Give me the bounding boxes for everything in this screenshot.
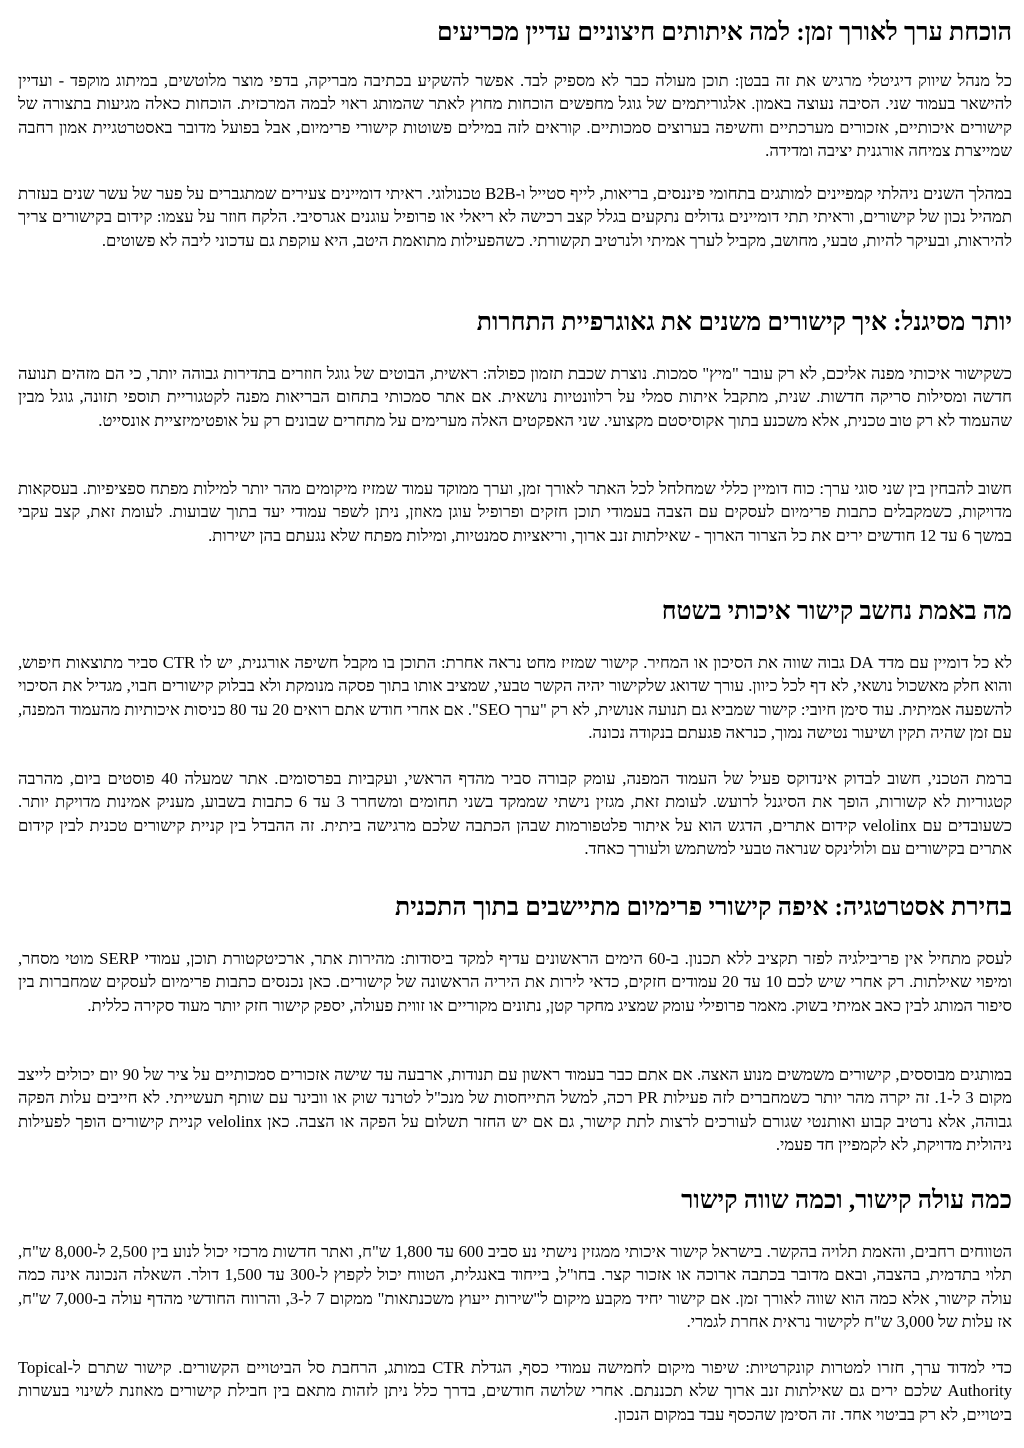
paragraph: כשקישור איכותי מפנה אליכם, לא רק עובר "מיץ" סמכות. נוצרת שכבת תזמון כפולה: ראשית, הבוטים של גוגל חוזרים בתדירות גבוהה יותר, כי הם מזהים תנועה חדשה ומסילות סריקה חדשות. שנית, מתקבל איתות סמלי על רלוונטיות נושאית. אם אתר סמכותי בתחום הבריאות מפנה לקטגוריית תוספי תזונה, גוגל מבין שהעמוד לא רק טוב טכנית, אלא משכנע בתוך אקוסיסטם מקצועי. שני האפקטים האלה מערימים על מתחרים שבונים רק על אופטימיזציית אונסייט. — [18, 364, 1012, 430]
paragraph: לא כל דומיין עם מדד DA גבוה שווה את הסיכון או המחיר. קישור שמזיז מחט נראה אחרת: התוכן בו מקבל חשיפה אורגנית, יש לו CTR סביר מתוצאות חיפוש, והוא חלק מאשכול נושאי, לא דף לכל כיוון. עורך שדואג שלקישור יהיה הקשר טבעי, שמציב אותו בתוך פסקה מנומקת ולא בבלוק קישורים חבוי, מגדיל את הסיכוי להשפעה אמיתית. עוד סימן חיובי: קישור שמביא גם תנועה אנושית, לא רק "ערך SEO". אם אחרי חודש אתם רואים 20 עד 80 כניסות איכותיות מהעמוד המפנה, עם זמן שהיה תקין ושיעור נטישה נמוך, כנראה פגעתם בנקודה נכונה. — [18, 653, 1012, 743]
paragraph: כל מנהל שיווק דיגיטלי מרגיש את זה בבטן: תוכן מעולה כבר לא מספיק לבד. אפשר להשקיע בכתיבה מבריקה, בדפי מוצר מלוטשים, במיתוג מוקפד - ועדיין להישאר בעמוד שני. הסיבה נעוצה באמון. אלגוריתמים של גוגל מחפשים הוכחות מחוץ לאתר שהמותג ראוי לבמה המרכזית. הוכחות כאלה מגיעות בתצורה של קישורים איכותיים, אזכורים מערכתיים וחשיפה בערוצים סמכותיים. קוראים לזה במילים פשוטות קישורי פרימיום, אבל בפועל מדובר באסטרטגיית אמון רחבה שמייצרת צמיחה אורגנית יציבה ומדידה. — [18, 71, 1012, 161]
paragraph: הטווחים רחבים, והאמת תלויה בהקשר. בישראל קישור איכותי ממגזין נישתי נע סביב 600 עד 1,800 ש"ח, ואתר חדשות מרכזי יכול לנוע בין 2,500 ל-8,000 ש"ח, תלוי בתדמית, בהצבה, ובאם מדובר בכתבה ארוכה או אזכור קצר. בחו"ל, בייחוד באנגלית, הטווח יכול לקפוץ ל-300 עד 1,500 דולר. השאלה הנכונה אינה כמה עולה קישור, אלא כמה הוא שווה לאורך זמן. אם קישור יחיד מקבע מיקום ל"שירות ייעוץ משכנתאות" ממקום 7 ל-3, והרווח החודשי מהדף עולה ב-7,000 ש"ח, אז עלות של 3,000 ש"ח לקישור נראית אחרת לגמרי. — [18, 1242, 1013, 1332]
paragraph: כדי למדוד ערך, חזרו למטרות קונקרטיות: שיפור מיקום לחמישה עמודי כסף, הגדלת CTR במותג, הרחבת סל הביטויים הקשורים. קישור שתרם ל-Topical Authority שלכם ירים גם שאילתות זנב ארוך שלא תכננתם. אחרי שלושה חודשים, בדרך כלל ניתן לזהות מתאם בין חבילת קישורים מאוזנת לשינוי בעשרות ביטויים, לא רק בביטוי אחד. זה הסימן שהכסף עבד במקום הנכון. — [18, 1358, 1012, 1424]
paragraph: לעסק מתחיל אין פריבילגיה לפזר תקציב ללא תכנון. ב-60 הימים הראשונים עדיף למקד ביסודות: מהירות אתר, ארכיטקטורת תוכן, עמודי SERP מוטי מסחר, ומיפוי שאילתות. רק אחרי שיש לכם 10 עד 20 עמודים חזקים, כדאי לירות את היריה הראשונה של קישורים. כאן נכנסים כתבות פרימיום לעסקים שמחברות בין סיפור המותג לבין כאב אמיתי בשוק. מאמר פרופילי עומק שמציג מחקר קטן, נתונים מקוריים או זווית פעולה, יספק קישור חזק יותר מעוד סקירה כללית. — [18, 949, 1012, 1015]
section-heading-quality-link: מה באמת נחשב קישור איכותי בשטח — [661, 598, 1012, 625]
paragraph: במהלך השנים ניהלתי קמפיינים למותגים בתחומי פיננסים, בריאות, לייף סטייל ו-B2B טכנולוגי. ראיתי דומיינים צעירים שמתגברים על פער של עשר שנים בעזרת תמהיל נכון של קישורים, וראיתי תתי דומיינים גדולים נתקעים בגלל קצב רכישה לא ריאלי או פרופיל עוגנים אגרסיבי. הלקח חוזר על עצמו: קידום בקישורים צריך להיראות, ובעיקר להיות, טבעי, מחושב, מקביל לערך אמיתי ולנרטיב תקשורתי. כשהפעילות מתואמת היטב, היא עוקפת גם עדכוני ליבה לא פשוטים. — [18, 184, 1013, 250]
paragraph: חשוב להבחין בין שני סוגי ערך: כוח דומיין כללי שמחלחל לכל האתר לאורך זמן, וערך ממוקד עמוד שמזיז מיקומים מהר יותר למילות מפתח ספציפיות. בעסקאות מדויקות, כשמקבלים כתבות פרימיום לעסקים עם הצבה בעמודי תוכן חזקים ופרופיל עוגן מאוזן, ניתן לשפר עמודי יעד בתוך שבועות. לעומת זאת, קצב עקבי במשך 6 עד 12 חודשים ירים את כל הצרור הארוך - שאילתות זנב ארוך, וריאציות סמנטיות, ומילות מפתח שלא נגעתם בהן ישירות. — [18, 479, 1012, 545]
paragraph: במותגים מבוססים, קישורים משמשים מנוע האצה. אם אתם כבר בעמוד ראשון עם תנודות, ארבעה עד שישה אזכורים סמכותיים על ציר של 90 יום יכולים לייצב מקום 3 ל-1. זה יקרה מהר יותר כשמחברים לזה פעילות PR רכה, למשל התייחסות של מנכ"ל לטרנד שוק או וובינר עם שותף תעשייתי. לא חייבים עלות הפקה גבוהה, אלא נרטיב קבוע ואותנטי שגורם לעורכים לרצות לתת קישור, גם אם יש החזר תשלום על הפקה או הצבה. כאן velolinx קניית קישורים הופך לפעילות ניהולית מדויקת, לא לקמפיין חד פעמי. — [18, 1065, 1013, 1155]
section-heading-competition-geography: יותר מסיגנל: איך קישורים משנים את גאוגרפיית התחרות — [476, 309, 1012, 336]
section-heading-strategy-choice: בחירת אסטרטגיה: איפה קישורי פרימיום מתיישבים בתוך התכנית — [394, 894, 1012, 921]
section-heading-value-over-time: הוכחת ערך לאורך זמן: למה איתותים חיצוניים עדיין מכריעים — [437, 19, 1012, 46]
paragraph: ברמת הטכני, חשוב לבדוק אינדוקס פעיל של העמוד המפנה, עומק קבורה סביר מהדף הראשי, ועקביות בפרסומים. אתר שמעלה 40 פוסטים ביום, מהרבה קטגוריות לא קשורות, הופך את הסיגנל לרועש. לעומת זאת, מגזין נישתי שממקד בשני תחומים ומשחרר 3 עד 6 כתבות בשבוע, מעניק אמינות מדויקת יותר. כשעובדים עם velolinx קידום אתרים, הדגש הוא על איתור פלטפורמות שבהן הכתבה שלכם מרגישה ביתית. זה ההבדל בין קניית קישורים טכנית לבין קידום אתרים בקישורים עם ולולינקס שנראה טבעי למשתמש ולעורך כאחד. — [18, 769, 1013, 859]
section-heading-link-cost: כמה עולה קישור, וכמה שווה קישור — [681, 1187, 1012, 1214]
